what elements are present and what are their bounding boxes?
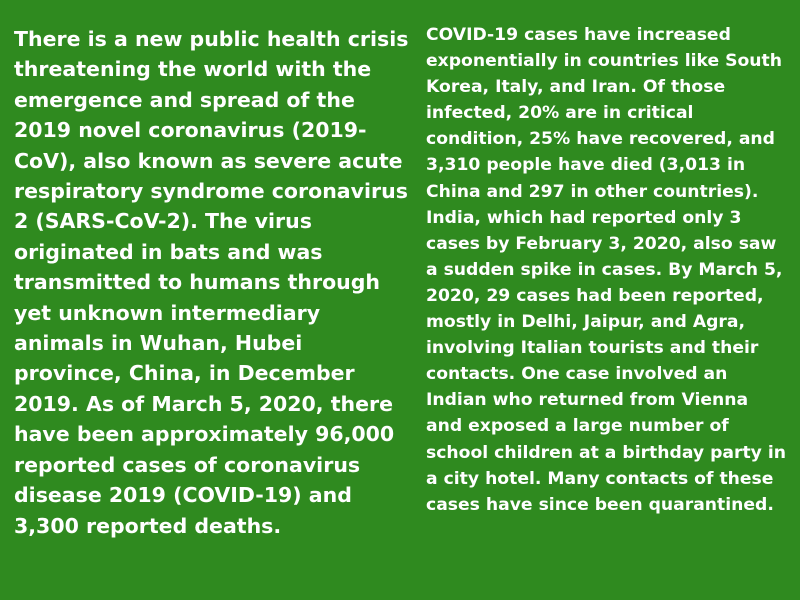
- intro-paragraph: There is a new public health crisis threatening the world with the emergence and spread of the 2019 novel coronavirus (2019-CoV), also known as severe acute respiratory syndrome coronavirus 2 (SARS-CoV-2). The virus originated in bats and was transmitted to humans through yet unknown intermediary animals in Wuhan, Hubei province, China, in December 2019. As of March 5, 2020, there have been approximately 96,000 reported cases of coronavirus disease 2019 (COVID-19) and 3,300 reported deaths.: [14, 27, 409, 538]
- case-spread-paragraph: COVID-19 cases have increased exponentially in countries like South Korea, Italy, and Iran. Of those infected, 20% are in critical condition, 25% have recovered, and 3,310 people have died (3,013 in China and 297 in other countries). India, which had reported only 3 cases by February 3, 2020, also saw a sudden spike in cases. By March 5, 2020, 29 cases had been reported, mostly in Delhi, Jaipur, and Agra, involving Italian tourists and their contacts. One case involved an Indian who returned from Vienna and exposed a large number of school children at a birthday party in a city hotel. Many contacts of these cases have since been quarantined.: [426, 25, 786, 515]
